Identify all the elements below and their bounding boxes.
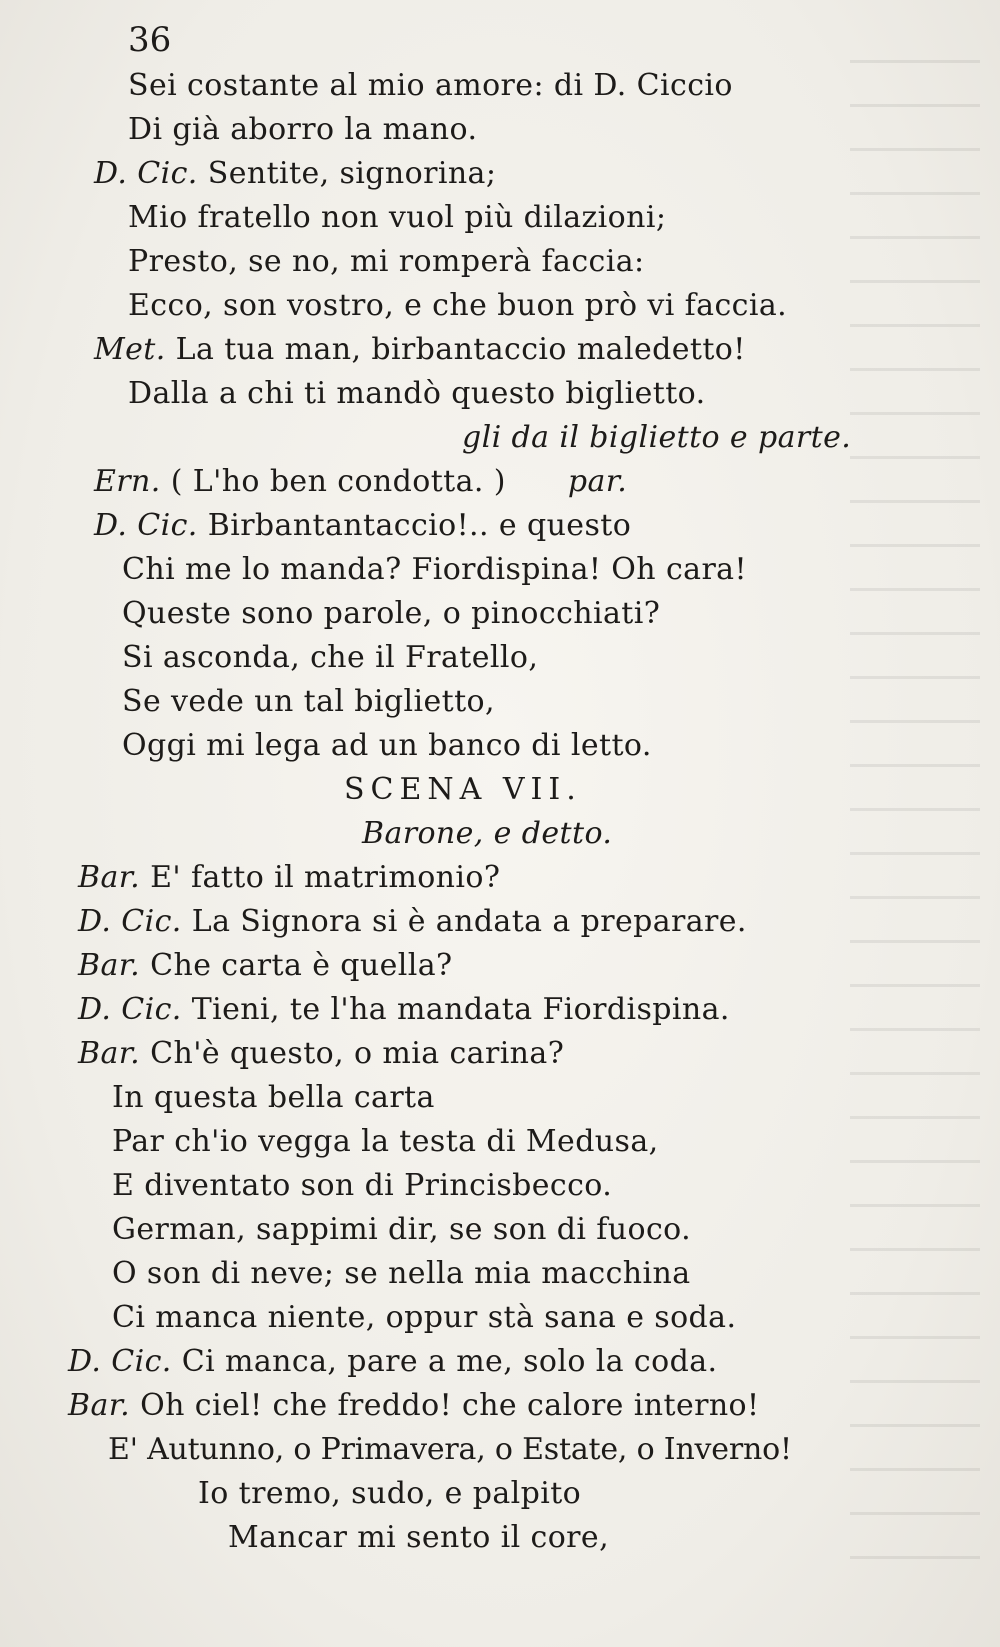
text-line: E diventato son di Princisbecco. [112,1168,613,1203]
text-line: Si asconda, che il Fratello, [122,640,539,675]
scene-title: SCENA VII. [344,772,582,807]
text-line: Bar. Ch'è questo, o mia carina? [78,1036,565,1071]
text-line: Par ch'io vegga la testa di Medusa, [112,1124,659,1159]
text-line: In questa bella carta [112,1080,435,1115]
text-line: O son di neve; se nella mia macchina [112,1256,691,1291]
text-line: Met. La tua man, birbantaccio maledetto! [94,332,746,367]
speaker-label: Met. [94,332,166,367]
text-line: German, sappimi dir, se son di fuoco. [112,1212,692,1247]
text-line: Bar. E' fatto il matrimonio? [78,860,501,895]
speaker-label: Bar. [68,1388,131,1423]
text-line: Oggi mi lega ad un banco di letto. [122,728,652,763]
show-through-text [850,60,980,1560]
text-line: Ern. ( L'ho ben condotta. ) par. [94,464,628,499]
stage-direction: Barone, e detto. [362,816,613,851]
text-line: Io tremo, sudo, e palpito [198,1476,582,1511]
speaker-label: Bar. [78,1036,141,1071]
stage-direction: gli da il biglietto e parte. [462,420,852,455]
text-line: Mio fratello non vuol più dilazioni; [128,200,667,235]
text-line: D. Cic. Birbantantaccio!.. e questo [94,508,632,543]
speaker-label: D. Cic. [68,1344,172,1379]
text-line: Mancar mi sento il core, [228,1520,610,1555]
speaker-label: D. Cic. [78,904,182,939]
text-line: D. Cic. Tieni, te l'ha mandata Fiordispina. [78,992,730,1027]
text-line: D. Cic. Ci manca, pare a me, solo la coda. [68,1344,718,1379]
text-line: Se vede un tal biglietto, [122,684,495,719]
text-line: Bar. Che carta è quella? [78,948,453,983]
text-line: Di già aborro la mano. [128,112,478,147]
text-line: Queste sono parole, o pinocchiati? [122,596,661,631]
speaker-label: Ern. [94,464,161,499]
page-number: 36 [128,20,172,60]
stage-direction: par. [567,464,628,499]
text-line: Chi me lo manda? Fiordispina! Oh cara! [122,552,747,587]
speaker-label: D. Cic. [94,508,198,543]
text-line: Ecco, son vostro, e che buon prò vi faccia. [128,288,788,323]
speaker-label: Bar. [78,860,141,895]
text-line: Dalla a chi ti mandò questo biglietto. [128,376,706,411]
text-line: E' Autunno, o Primavera, o Estate, o Inverno! [108,1432,792,1467]
text-line: Ci manca niente, oppur stà sana e soda. [112,1300,737,1335]
text-line: D. Cic. La Signora si è andata a preparare. [78,904,747,939]
speaker-label: D. Cic. [94,156,198,191]
text-line: Bar. Oh ciel! che freddo! che calore interno! [68,1388,760,1423]
text-line: D. Cic. Sentite, signorina; [94,156,497,191]
text-line: Sei costante al mio amore: di D. Ciccio [128,68,733,103]
speaker-label: Bar. [78,948,141,983]
text-line: Presto, se no, mi romperà faccia: [128,244,645,279]
speaker-label: D. Cic. [78,992,182,1027]
